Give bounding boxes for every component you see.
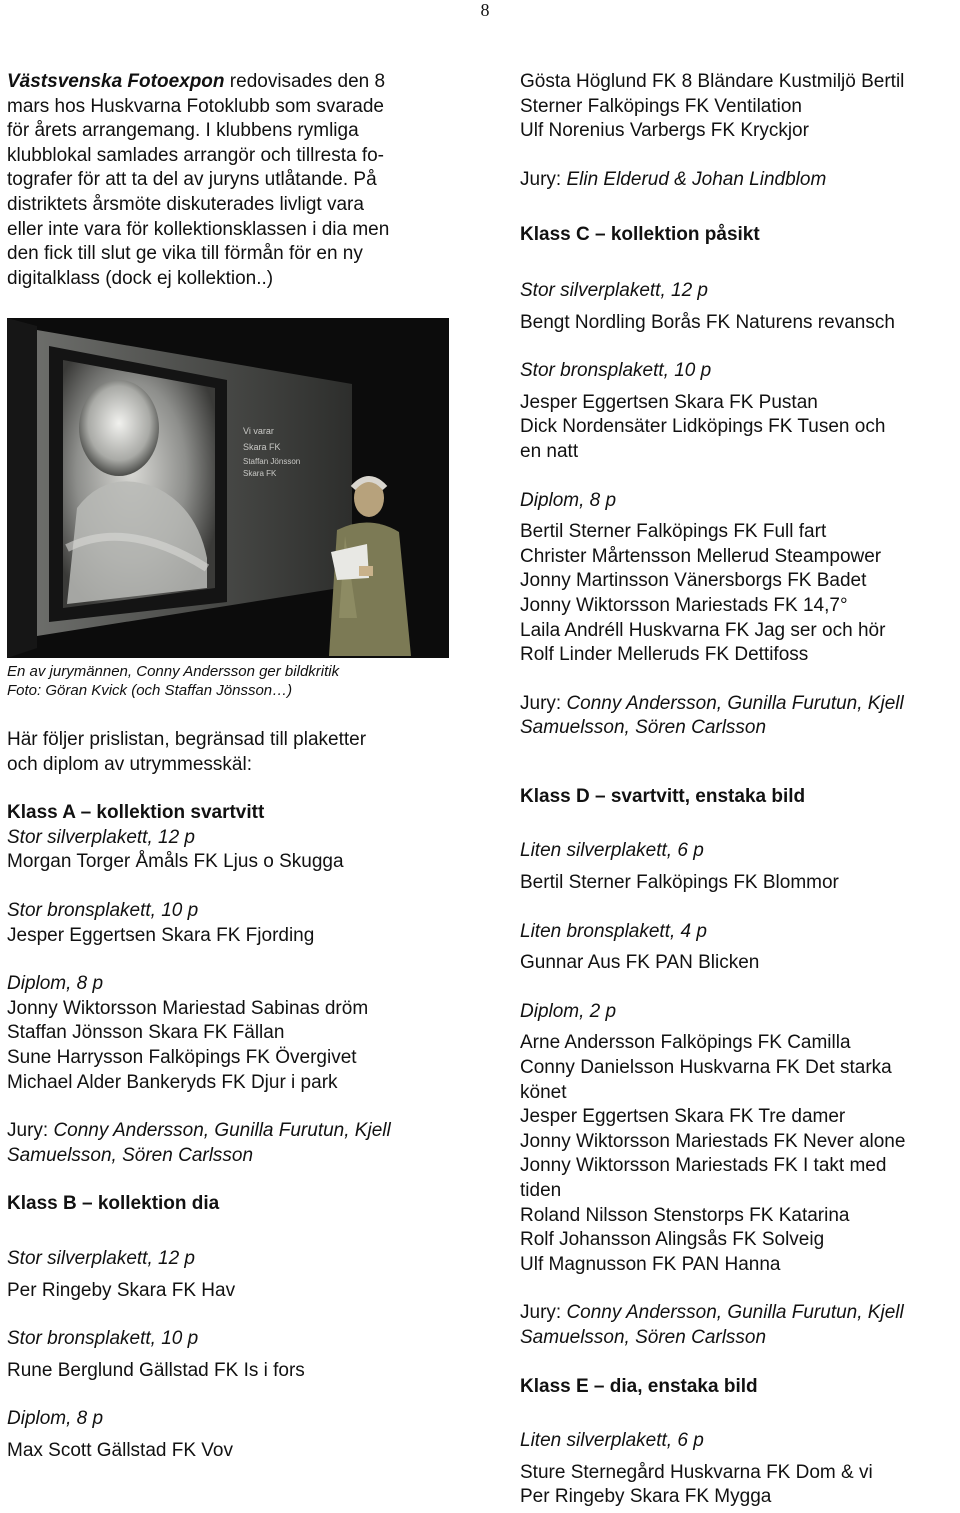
award-label: Stor silverplakett, 12 p — [7, 826, 195, 848]
intro-paragraph — [7, 70, 447, 291]
slide-text: Vi varar — [243, 426, 274, 436]
award-entry: Sterner Falköpings FK Ventilation — [520, 95, 802, 117]
caption-credit: Foto: Göran Kvick (och Staffan Jönsson…) — [7, 682, 293, 699]
intro-line: digitalklass (dock ej kollektion..) — [7, 267, 274, 289]
klass-a-heading: Klass A – kollektion svartvitt — [7, 802, 265, 824]
award-label: Stor bronsplakett, 10 p — [7, 1328, 199, 1350]
award-entry: Jonny Wiktorsson Mariestad Sabinas dröm — [7, 997, 369, 1019]
award-entry: Sture Sternegård Huskvarna FK Dom & vi — [520, 1461, 873, 1483]
award-entry: Jesper Eggertsen Skara FK Pustan — [520, 391, 818, 413]
award-entry: Gunnar Aus FK PAN Blicken — [520, 952, 760, 974]
award-label: Stor silverplakett, 12 p — [520, 279, 708, 301]
award-entry: Michael Alder Bankeryds FK Djur i park — [7, 1071, 338, 1093]
award-label: Stor bronsplakett, 10 p — [7, 899, 199, 921]
award-entry: Jonny Wiktorsson Mariestads FK I takt med — [520, 1155, 887, 1177]
caption-line: En av jurymännen, Conny Andersson ger bildkritik — [7, 663, 340, 680]
award-label: Stor bronsplakett, 10 p — [520, 360, 712, 382]
intro-line: den fick till slut ge vika till förmån för en ny — [7, 243, 363, 265]
jury-line: Samuelsson, Sören Carlsson — [7, 1144, 254, 1166]
page-number: 8 — [480, 0, 490, 20]
right-column — [520, 70, 960, 1510]
award-label: Diplom, 8 p — [7, 1408, 104, 1430]
award-entry: Arne Andersson Falköpings FK Camilla — [520, 1032, 851, 1054]
left-column — [7, 70, 447, 291]
award-label: Liten silverplakett, 6 p — [520, 840, 704, 862]
award-entry: Rolf Linder Melleruds FK Dettifoss — [520, 644, 809, 666]
award-entry: Ulf Magnusson FK PAN Hanna — [520, 1253, 781, 1275]
award-entry: Conny Danielsson Huskvarna FK Det starka — [520, 1057, 892, 1079]
intro-line: för årets arrangemang. I klubbens rymliga — [7, 120, 359, 142]
award-entry: Per Ringeby Skara FK Hav — [7, 1279, 236, 1301]
award-entry: en natt — [520, 440, 579, 462]
intro-line: mars hos Huskvarna Fotoklubb som svarade — [7, 95, 384, 117]
klass-e-heading: Klass E – dia, enstaka bild — [520, 1375, 758, 1397]
intro-first-line: Västsvenska Fotoexpon redovisades den 8 — [7, 71, 386, 92]
klass-c-heading: Klass C – kollektion påsikt — [520, 224, 760, 246]
award-label: Diplom, 8 p — [520, 489, 617, 511]
award-entry: Roland Nilsson Stenstorps FK Katarina — [520, 1204, 850, 1226]
award-label: Liten silverplakett, 6 p — [520, 1430, 704, 1452]
slide-text: Skara FK — [243, 442, 281, 452]
award-entry: Jonny Wiktorsson Mariestads FK 14,7° — [520, 594, 848, 616]
slide-text: Staffan Jönsson — [243, 457, 301, 466]
photo-caption — [7, 662, 452, 700]
award-entry: Christer Mårtensson Mellerud Steampower — [520, 545, 882, 567]
award-entry: Gösta Höglund FK 8 Bländare Kustmiljö Bertil — [520, 71, 905, 92]
intro-line: klubblokal samlades arrangör och tillresta fo- — [7, 144, 385, 166]
award-label: Liten bronsplakett, 4 p — [520, 920, 707, 942]
klass-d-heading: Klass D – svartvitt, enstaka bild — [520, 785, 806, 807]
jury-line: Jury: Conny Andersson, Gunilla Furutun, Kjell — [520, 1302, 904, 1324]
jury-line: Jury: Elin Elderud & Johan Lindblom — [520, 168, 827, 190]
award-entry: Per Ringeby Skara FK Mygga — [520, 1486, 772, 1508]
left-lower-column — [7, 728, 452, 1463]
klass-b-heading: Klass B – kollektion dia — [7, 1193, 220, 1215]
award-entry: Staffan Jönsson Skara FK Fällan — [7, 1022, 285, 1044]
intro-line: eller inte vara för kollektionsklassen i dia men — [7, 218, 390, 240]
award-entry: Jonny Martinsson Vänersborgs FK Badet — [520, 570, 867, 592]
award-label: Diplom, 2 p — [520, 1000, 617, 1022]
award-label: Diplom, 8 p — [7, 973, 104, 995]
award-entry: Sune Harrysson Falköpings FK Övergivet — [7, 1046, 357, 1068]
award-entry: Dick Nordensäter Lidköpings FK Tusen och — [520, 416, 886, 438]
jury-line: Jury: Conny Andersson, Gunilla Furutun, Kjell — [520, 692, 904, 714]
prize-intro: Här följer prislistan, begränsad till plaketter och diplom av utrymmesskäl: — [7, 729, 367, 775]
jury-line: Samuelsson, Sören Carlsson — [520, 1326, 767, 1348]
intro-line: tografer för att ta del av juryns utlåtande. På — [7, 169, 377, 191]
award-entry: Morgan Torger Åmåls FK Ljus o Skugga — [7, 851, 344, 873]
award-entry: könet — [520, 1081, 567, 1103]
award-label: Stor silverplakett, 12 p — [7, 1247, 195, 1269]
award-entry: Max Scott Gällstad FK Vov — [7, 1439, 233, 1461]
jury-photo — [7, 318, 449, 658]
award-entry: Ulf Norenius Varbergs FK Kryckjor — [520, 120, 809, 142]
award-entry: tiden — [520, 1180, 562, 1201]
photo-illustration — [7, 318, 449, 658]
award-entry: Bengt Nordling Borås FK Naturens revansch — [520, 311, 895, 333]
jury-line: Jury: Conny Andersson, Gunilla Furutun, Kjell — [7, 1120, 391, 1142]
award-entry: Rolf Johansson Alingsås FK Solveig — [520, 1229, 825, 1251]
intro-line: distriktets årsmöte diskuterades livligt vara — [7, 193, 364, 215]
award-entry: Bertil Sterner Falköpings FK Blommor — [520, 872, 839, 894]
award-entry: Jonny Wiktorsson Mariestads FK Never alone — [520, 1130, 906, 1152]
award-entry: Bertil Sterner Falköpings FK Full fart — [520, 521, 827, 543]
award-entry: Laila Andréll Huskvarna FK Jag ser och hör — [520, 619, 886, 641]
award-entry: Jesper Eggertsen Skara FK Fjording — [7, 924, 315, 946]
award-entry: Rune Berglund Gällstad FK Is i fors — [7, 1359, 305, 1381]
event-name: Västsvenska Fotoexpon — [7, 71, 225, 92]
award-entry: Jesper Eggertsen Skara FK Tre damer — [520, 1106, 846, 1128]
slide-text: Skara FK — [243, 469, 277, 478]
jury-line: Samuelsson, Sören Carlsson — [520, 717, 767, 739]
